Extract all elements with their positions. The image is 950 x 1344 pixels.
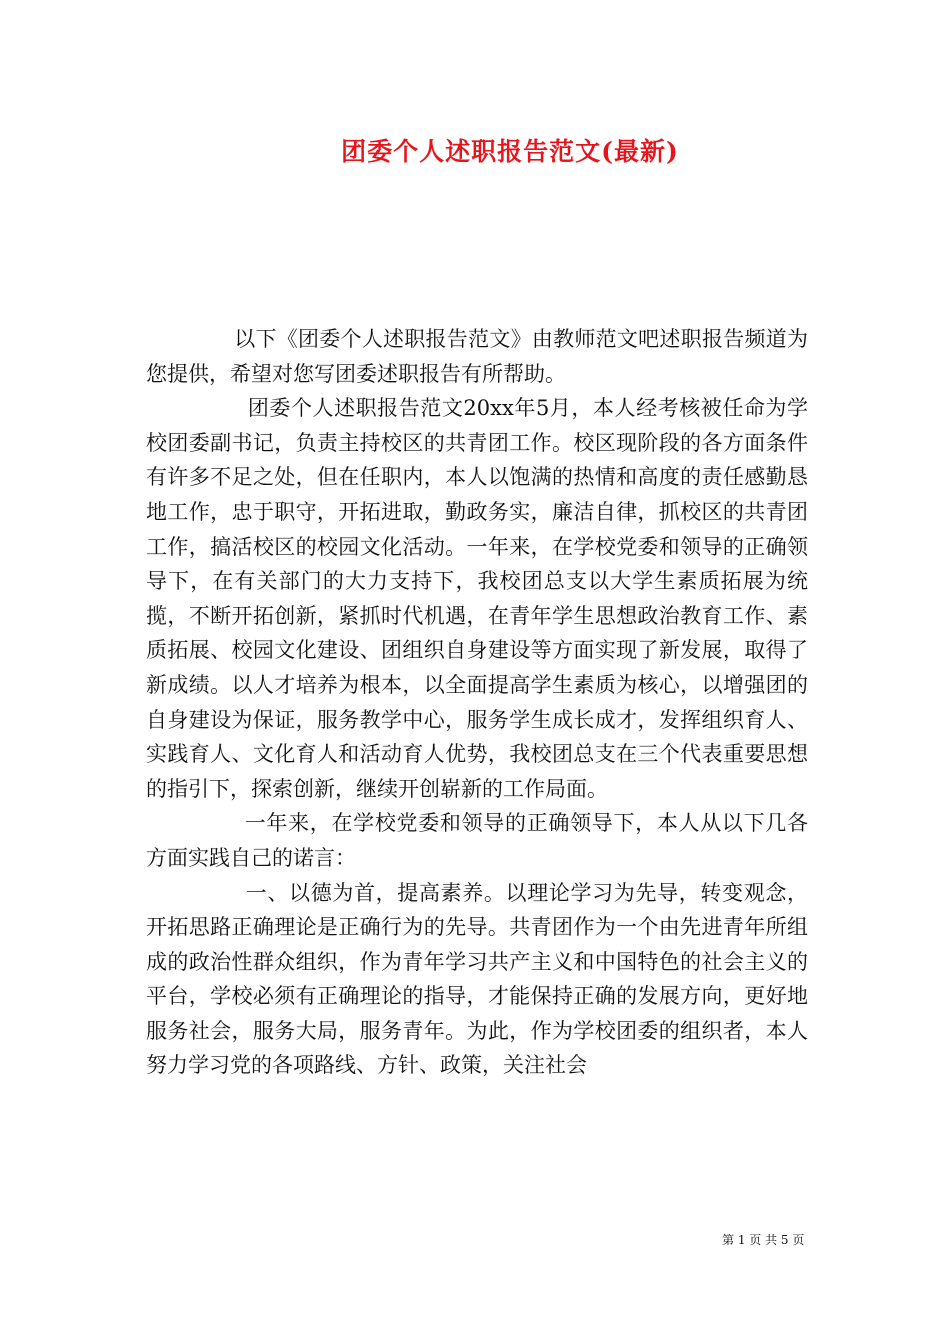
document-title: 团委个人述职报告范文(最新)	[341, 137, 679, 166]
paragraph-section-one: 一、以德为首，提高素养。以理论学习为先导，转变观念，开拓思路正确理论是正确行为的先导。共青团作为一个由先进青年所组成的政治性群众组织，作为青年学习共产主义和中国特色的社会主义的平台，学校必须有正确理论的指导，才能保持正确的发展方向，更好地服务社会，服务大局，服务青年。为此，作为学校团委的组织者，本人努力学习党的各项路线、方针、政策，关注社会	[146, 880, 808, 1078]
paragraph-intro: 以下《团委个人述职报告范文》由教师范文吧述职报告频道为您提供，希望对您写团委述职报告有所帮助。	[146, 327, 808, 386]
document-body	[146, 322, 808, 1083]
page-number: 第 1 页 共 5 页	[722, 1233, 805, 1247]
paragraph-summary: 一年来，在学校党委和领导的正确领导下，本人从以下几各方面实践自己的诺言：	[146, 811, 808, 870]
paragraph-report: 团委个人述职报告范文20xx年5月，本人经考核被任命为学校团委副书记，负责主持校区的共青团工作。校区现阶段的各方面条件有许多不足之处，但在任职内，本人以饱满的热情和高度的责任感勤恳地工作，忠于职守，开拓进取，勤政务实，廉洁自律，抓校区的共青团工作，搞活校区的校园文化活动。一年来，在学校党委和领导的正确领导下，在有关部门的大力支持下，我校团总支以大学生素质拓展为统揽，不断开拓创新，紧抓时代机遇，在青年学生思想政治教育工作、素质拓展、校园文化建设、团组织自身建设等方面实现了新发展，取得了新成绩。以人才培养为根本，以全面提高学生素质为核心，以增强团的自身建设为保证，服务教学中心，服务学生成长成才，发挥组织育人、实践育人、文化育人和活动育人优势，我校团总支在三个代表重要思想的指引下，探索创新，继续开创崭新的工作局面。	[146, 396, 808, 801]
